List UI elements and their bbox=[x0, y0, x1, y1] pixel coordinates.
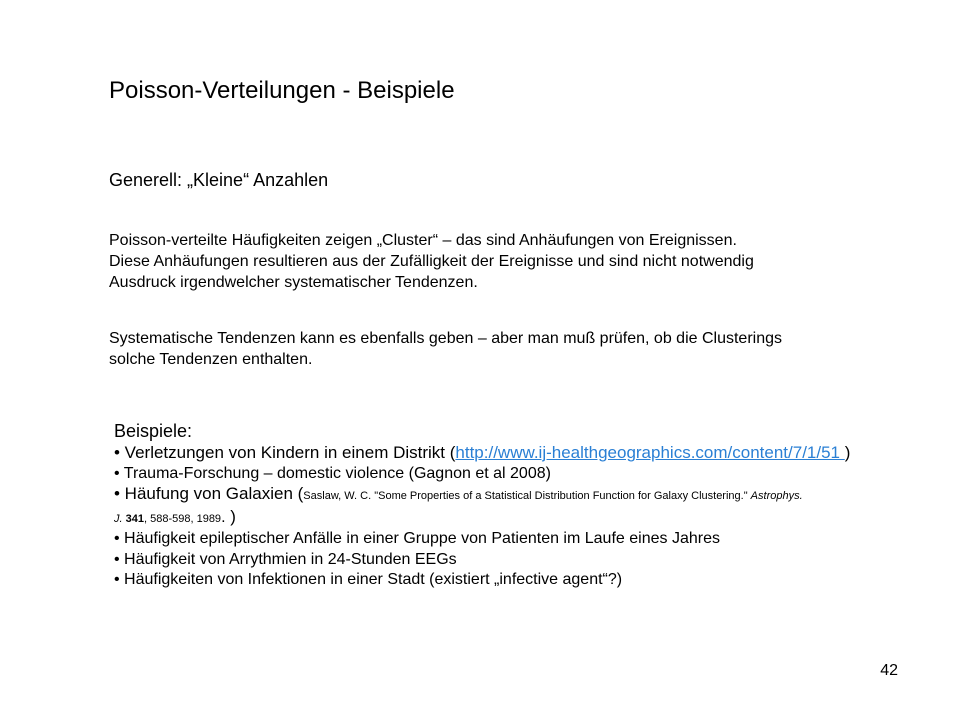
paragraph-systematic-tendencies bbox=[109, 328, 782, 370]
example-item-arrhythmias: • Häufigkeit von Arrythmien in 24-Stunden EEGs bbox=[114, 550, 457, 568]
paragraph-line: Poisson-verteilte Häufigkeiten zeigen „Cluster“ – das sind Anhäufungen von Ereignissen. bbox=[109, 232, 737, 249]
citation-pages: , 588-598, 1989 bbox=[143, 512, 222, 525]
citation-journal-abbrev: J. bbox=[114, 512, 123, 525]
page-number: 42 bbox=[880, 662, 898, 679]
examples-list bbox=[114, 419, 944, 591]
citation-volume: 341 bbox=[125, 512, 144, 525]
healthgeographics-link[interactable]: http://www.ij-healthgeographics.com/content/7/1/51 bbox=[455, 443, 845, 462]
paragraph-cluster-explanation bbox=[109, 230, 754, 293]
paragraph-line: Diese Anhäufungen resultieren aus der Zufälligkeit der Ereignisse und sind nicht notwendig bbox=[109, 253, 754, 270]
citation-text: Saslaw, W. C. "Some Properties of a Statistical Distribution Function for Galaxy Clustering." bbox=[303, 490, 751, 502]
paragraph-line: solche Tendenzen enthalten. bbox=[109, 351, 313, 368]
example-suffix: ) bbox=[844, 443, 851, 462]
example-text: • Verletzungen von Kindern in einem Distrikt ( bbox=[114, 443, 456, 462]
slide-title: Poisson-Verteilungen - Beispiele bbox=[109, 77, 455, 104]
example-item-child-injuries bbox=[114, 443, 944, 464]
examples-heading: Beispiele: bbox=[114, 421, 193, 441]
example-item-trauma-research: • Trauma-Forschung – domestic violence (Gagnon et al 2008) bbox=[114, 464, 551, 482]
example-item-galaxy-clustering-cont bbox=[114, 507, 944, 530]
paragraph-line: Systematische Tendenzen kann es ebenfalls geben – aber man muß prüfen, ob die Clusterings bbox=[109, 330, 782, 347]
example-item-infections: • Häufigkeiten von Infektionen in einer Stadt (existiert „infective agent“?) bbox=[114, 571, 623, 588]
example-text: • Häufung von Galaxien ( bbox=[114, 484, 304, 503]
paragraph-line: Ausdruck irgendwelcher systematischer Tendenzen. bbox=[109, 274, 478, 291]
citation-close: ) bbox=[225, 506, 236, 526]
example-item-galaxy-clustering bbox=[114, 484, 944, 507]
example-item-epileptic-seizures: • Häufigkeit epileptischer Anfälle in einer Gruppe von Patienten im Laufe eines Jahres bbox=[114, 530, 720, 547]
citation-period: . bbox=[221, 508, 226, 526]
citation-journal: Astrophys. bbox=[750, 490, 803, 502]
slide-subtitle: Generell: „Kleine“ Anzahlen bbox=[109, 170, 329, 190]
